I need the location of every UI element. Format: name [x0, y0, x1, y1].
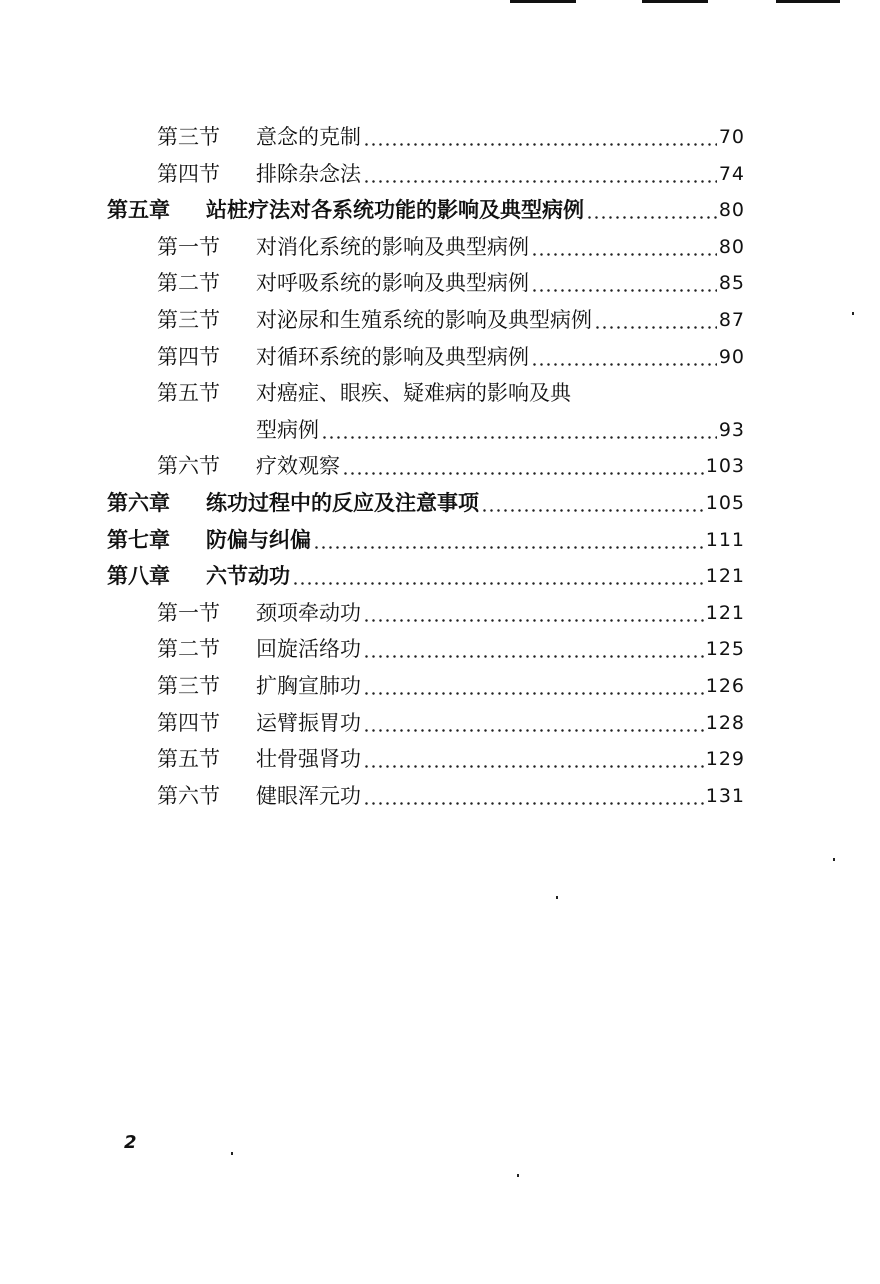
top-rule-3	[776, 0, 840, 3]
toc-entry-label: 第三节	[157, 125, 220, 149]
toc-entry-label: 第五节	[157, 381, 220, 406]
toc-section-entry	[157, 779, 745, 809]
toc-entry-title: 练功过程中的反应及注意事项	[206, 490, 479, 515]
toc-entry-page: 90	[718, 345, 745, 368]
dot-leader	[586, 197, 717, 223]
toc-entry-page: 125	[705, 638, 745, 661]
toc-chapter-entry	[107, 523, 745, 553]
toc-section-entry	[157, 120, 745, 150]
toc-entry-page: 105	[705, 492, 745, 514]
toc-entry-label: 第三节	[157, 674, 220, 698]
toc-entry-title: 对泌尿和生殖系统的影响及典型病例	[256, 308, 592, 332]
dot-leader	[363, 710, 704, 736]
toc-entry-title: 扩胸宣肺功	[256, 674, 361, 698]
toc-entry-title: 运臂振胃功	[256, 710, 361, 735]
scan-speck	[231, 1152, 233, 1155]
dot-leader	[363, 673, 704, 699]
scan-speck	[833, 858, 835, 861]
toc-entry-title: 健眼浑元功	[256, 783, 361, 808]
dot-leader	[321, 417, 717, 443]
toc-entry-title: 疗效观察	[256, 454, 340, 479]
toc-entry-title: 排除杂念法	[256, 161, 361, 186]
scan-speck	[556, 896, 558, 899]
scan-speck	[517, 1174, 519, 1177]
toc-entry-label: 第四节	[157, 344, 220, 369]
scan-speck	[852, 312, 854, 315]
toc-entry-title: 六节动功	[206, 563, 290, 589]
toc-entry-label: 第六节	[157, 783, 220, 808]
toc-entry-title: 站桩疗法对各系统功能的影响及典型病例	[206, 197, 584, 223]
toc-section-entry	[157, 157, 745, 187]
toc-entry-page: 103	[705, 455, 745, 478]
dot-leader	[342, 453, 704, 479]
toc-chapter-entry	[107, 193, 745, 223]
toc-entry-label: 第八章	[107, 563, 170, 589]
toc-section-entry	[157, 303, 745, 333]
dot-leader	[363, 783, 704, 809]
dot-leader	[363, 161, 717, 187]
toc-entry-page: 85	[718, 272, 745, 295]
toc-entry-label: 第六节	[157, 454, 220, 479]
dot-leader	[313, 527, 704, 553]
toc-section-entry	[157, 449, 745, 479]
toc-entry-label: 第七章	[107, 526, 170, 552]
toc-section-entry	[157, 376, 745, 406]
toc-entry-page: 126	[705, 675, 745, 697]
dot-leader	[363, 636, 704, 662]
toc-entry-page: 70	[718, 126, 745, 148]
toc-section-entry	[256, 413, 745, 443]
dot-leader	[531, 234, 717, 260]
top-rule-1	[510, 0, 576, 3]
toc-entry-label: 第三节	[157, 308, 220, 332]
toc-section-entry	[157, 669, 745, 699]
toc-chapter-entry	[107, 486, 745, 516]
dot-leader	[594, 307, 717, 333]
toc-entry-label: 第二节	[157, 271, 220, 296]
toc-entry-title: 对癌症、眼疾、疑难病的影响及典	[256, 381, 571, 406]
toc-entry-title: 对消化系统的影响及典型病例	[256, 234, 529, 259]
dot-leader	[363, 746, 704, 772]
toc-entry-page: 128	[705, 711, 745, 734]
toc-entry-title: 壮骨强肾功	[256, 747, 361, 772]
toc-entry-page: 131	[705, 784, 745, 807]
toc-entry-title: 回旋活络功	[256, 637, 361, 662]
toc-entry-page: 87	[718, 309, 745, 331]
toc-entry-page: 111	[705, 528, 745, 551]
toc-section-entry	[157, 596, 745, 626]
dot-leader	[363, 124, 717, 150]
toc-entry-page: 129	[705, 748, 745, 771]
toc-section-entry	[157, 706, 745, 736]
top-rule-2	[642, 0, 708, 3]
dot-leader	[363, 600, 704, 626]
toc-entry-title: 颈项牵动功	[256, 600, 361, 625]
toc-section-entry	[157, 230, 745, 260]
toc-entry-page: 121	[705, 601, 745, 624]
toc-entry-title: 对循环系统的影响及典型病例	[256, 344, 529, 369]
toc-entry-label: 第一节	[157, 234, 220, 259]
page-number: 2	[124, 1132, 137, 1153]
dot-leader	[531, 344, 717, 370]
toc-entry-page: 74	[718, 162, 745, 185]
toc-section-entry	[157, 632, 745, 662]
toc-entry-page: 80	[718, 235, 745, 258]
toc-chapter-entry	[107, 559, 745, 589]
toc-entry-label: 第一节	[157, 600, 220, 625]
toc-section-entry	[157, 266, 745, 296]
toc-entry-label: 第六章	[107, 490, 170, 515]
toc-entry-title: 防偏与纠偏	[206, 526, 311, 552]
toc-entry-title: 对呼吸系统的影响及典型病例	[256, 271, 529, 296]
toc-entry-page: 93	[718, 418, 745, 441]
dot-leader	[531, 270, 717, 296]
toc-section-entry	[157, 742, 745, 772]
toc-section-entry	[157, 340, 745, 370]
toc-entry-page: 121	[705, 565, 745, 588]
toc-entry-label: 第五章	[107, 197, 170, 223]
toc-entry-label: 第二节	[157, 637, 220, 662]
toc-entry-page: 80	[718, 199, 745, 222]
dot-leader	[292, 563, 704, 589]
toc-entry-label: 第四节	[157, 710, 220, 735]
toc-entry-title: 型病例	[256, 417, 319, 442]
dot-leader	[481, 490, 704, 516]
toc-entry-label: 第四节	[157, 161, 220, 186]
toc-entry-label: 第五节	[157, 747, 220, 772]
toc-entry-title: 意念的克制	[256, 125, 361, 149]
